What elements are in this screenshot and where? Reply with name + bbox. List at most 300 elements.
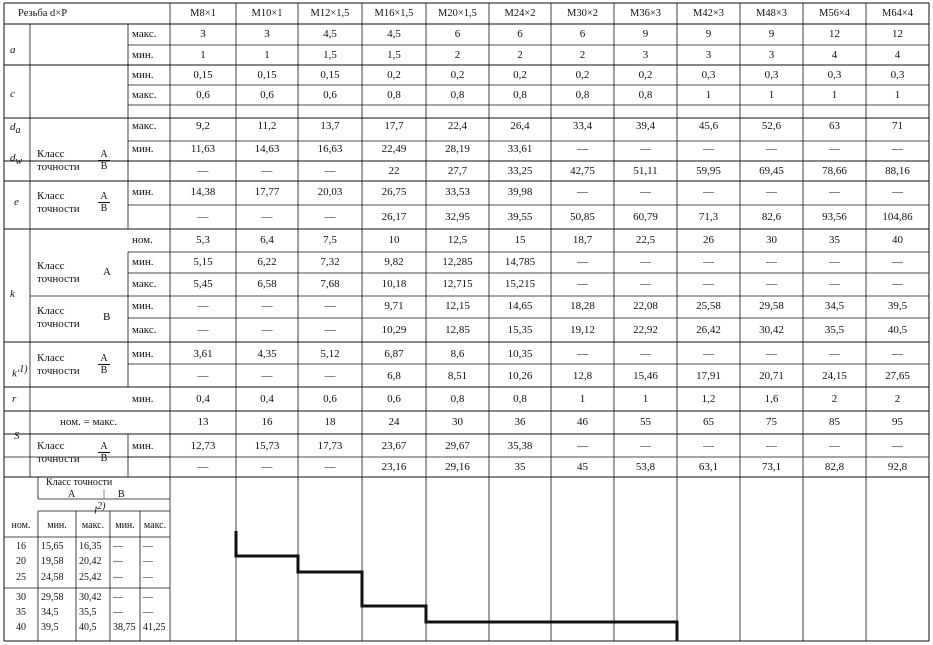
table-cell: — <box>261 370 273 382</box>
table-cell: — <box>324 300 336 312</box>
table-cell: 0,15 <box>257 69 277 81</box>
table-cell: 17,73 <box>317 440 343 452</box>
param-da: $d_a$ <box>10 121 21 137</box>
param-e: e <box>14 196 19 208</box>
table-cell: 5,15 <box>193 256 213 268</box>
length-cell: 34,5 <box>41 607 59 618</box>
table-cell: — <box>892 348 903 360</box>
table-cell: 24 <box>388 416 400 428</box>
table-cell: 85 <box>829 416 840 428</box>
length-cell: 15,65 <box>41 541 64 552</box>
table-cell: 71,3 <box>698 211 719 223</box>
table-cell: 13 <box>197 416 209 428</box>
table-cell: 39,5 <box>887 300 908 312</box>
table-cell: 0,8 <box>450 89 465 101</box>
table-cell: — <box>640 440 651 452</box>
table-cell: 26,75 <box>381 186 407 198</box>
length-cell: — <box>143 572 153 583</box>
table-cell: 75 <box>766 416 777 428</box>
table-cell: 3 <box>642 49 649 61</box>
unit-label: мин. <box>132 393 154 405</box>
table-cell: 9,2 <box>196 120 210 132</box>
table-cell: 9,82 <box>384 256 404 268</box>
thread-header: M12×1,5 <box>310 8 350 19</box>
table-cell: 24,15 <box>822 370 847 382</box>
table-cell: 1 <box>705 89 712 101</box>
table-cell: 18,7 <box>572 234 593 246</box>
table-cell: — <box>829 440 840 452</box>
length-cell: 41,25 <box>143 622 166 633</box>
table-cell: 35 <box>514 461 526 473</box>
class-a: A <box>98 441 110 453</box>
table-cell: 63,1 <box>698 461 719 473</box>
table-cell: 4,5 <box>387 28 401 40</box>
table-cell: 9 <box>768 28 775 40</box>
table-cell: — <box>703 278 714 290</box>
param-dw: $d_w$ <box>10 152 23 168</box>
length-header: мин. <box>47 520 67 531</box>
table-cell: 1 <box>579 393 586 405</box>
unit-label: мин. <box>132 69 154 81</box>
table-cell: 52,6 <box>761 120 782 132</box>
table-cell: 1,2 <box>701 393 716 405</box>
table-cell: 0,2 <box>450 69 465 81</box>
subscript: w <box>15 156 23 168</box>
thread-header: M16×1,5 <box>374 8 414 19</box>
table-cell: 15,215 <box>504 278 536 290</box>
table-cell: 78,66 <box>822 165 847 177</box>
class-fraction <box>98 441 110 464</box>
table-cell: 40,5 <box>887 324 908 336</box>
table-cell: 6 <box>579 28 586 40</box>
table-cell: 39,55 <box>507 211 533 223</box>
class-label: Класс <box>37 352 65 364</box>
length-cell: 39,5 <box>41 622 59 633</box>
superscript: 1) <box>19 364 28 375</box>
table-cell: 0,8 <box>513 89 527 101</box>
length-header: макс. <box>143 520 167 531</box>
table-cell: 45 <box>577 461 588 473</box>
length-cell: — <box>113 607 123 618</box>
table-cell: 17,77 <box>254 186 280 198</box>
table-cell: 51,11 <box>633 165 658 177</box>
thread-header: M10×1 <box>251 8 283 19</box>
table-cell: — <box>892 278 903 290</box>
table-cell: 35 <box>829 234 840 246</box>
table-cell: — <box>197 165 209 177</box>
class-b: B <box>100 161 108 172</box>
table-cell: 0,3 <box>701 69 716 81</box>
table-cell: 3 <box>264 28 270 40</box>
class-label: Класс <box>37 305 65 317</box>
table-cell: 0,15 <box>193 69 213 81</box>
table-cell: — <box>324 461 336 473</box>
param-S: S <box>14 430 20 442</box>
table-cell: 3 <box>768 49 775 61</box>
table-cell: 3 <box>200 28 206 40</box>
table-cell: 27,7 <box>447 165 468 177</box>
table-cell: 53,8 <box>635 461 656 473</box>
table-cell: 93,56 <box>822 211 847 223</box>
class-b: B <box>100 203 108 214</box>
unit-label: мин. <box>132 143 154 155</box>
table-cell: 0,4 <box>260 393 274 405</box>
param-a: a <box>10 44 16 56</box>
precision-label: точности <box>37 161 80 173</box>
length-cell: 35 <box>16 607 26 618</box>
subscript: a <box>15 125 21 137</box>
table-cell: 88,16 <box>885 165 910 177</box>
table-cell: 26 <box>703 234 714 246</box>
unit-label: макс. <box>132 278 157 290</box>
table-cell: — <box>577 186 588 198</box>
class-label: Класс <box>37 260 65 272</box>
class-b: B <box>100 365 108 376</box>
table-cell: 12,715 <box>442 278 473 290</box>
length-cell: 19,58 <box>41 556 64 567</box>
table-cell: 12,15 <box>445 300 470 312</box>
table-cell: — <box>324 370 336 382</box>
table-cell: — <box>766 348 777 360</box>
table-cell: 6,22 <box>257 256 277 268</box>
table-cell: — <box>703 348 714 360</box>
thread-header: M20×1,5 <box>438 8 477 19</box>
table-cell: 10,26 <box>507 370 533 382</box>
table-cell: 92,8 <box>887 461 908 473</box>
thread-header: M48×3 <box>755 8 787 19</box>
table-cell: 0,8 <box>638 89 653 101</box>
table-cell: 4,5 <box>323 28 337 40</box>
table-cell: 12,285 <box>442 256 473 268</box>
unit-label: ном. <box>132 234 153 246</box>
length-cell: 25,42 <box>79 572 102 583</box>
table-cell: 9 <box>642 28 649 40</box>
table-cell: — <box>197 324 209 336</box>
length-header: макс. <box>81 520 105 531</box>
table-cell: — <box>324 324 336 336</box>
table-cell: — <box>703 256 714 268</box>
precision-label: точности <box>37 318 80 330</box>
table-cell: — <box>829 278 840 290</box>
table-cell: — <box>640 256 651 268</box>
table-cell: — <box>197 461 209 473</box>
table-cell: 42,75 <box>570 165 595 177</box>
table-cell: 69,45 <box>759 165 784 177</box>
unit-label: мин. <box>132 256 154 268</box>
length-header: ном. <box>11 520 31 531</box>
table-cell: 1 <box>768 89 775 101</box>
table-cell: — <box>261 165 273 177</box>
table-cell: — <box>640 143 651 155</box>
table-cell: 23,67 <box>381 440 407 452</box>
class-letter: A <box>103 266 111 278</box>
table-cell: — <box>766 278 777 290</box>
table-cell: — <box>577 143 588 155</box>
table-cell: 0,8 <box>575 89 590 101</box>
length-cell: — <box>143 556 153 567</box>
table-cell: 3 <box>705 49 712 61</box>
unit-label: мин. <box>132 186 154 198</box>
class-a: A <box>98 149 110 161</box>
unit-label: макс. <box>132 120 157 132</box>
length-cell: 38,75 <box>113 622 136 633</box>
table-cell: 39,98 <box>507 186 533 198</box>
table-cell: 26,17 <box>381 211 407 223</box>
table-cell: 20,03 <box>317 186 343 198</box>
class-b: B <box>100 453 108 464</box>
table-cell: — <box>324 211 336 223</box>
table-cell: 0,2 <box>513 69 527 81</box>
length-header: мин. <box>115 520 135 531</box>
table-cell: 10,29 <box>381 324 407 336</box>
table-cell: 13,7 <box>320 120 340 132</box>
table-cell: 0,6 <box>387 393 401 405</box>
table-cell: 32,95 <box>445 211 470 223</box>
class-fraction <box>98 353 110 376</box>
table-cell: 22,5 <box>635 234 656 246</box>
table-cell: — <box>766 256 777 268</box>
class-a: A <box>98 191 110 203</box>
table-cell: 73,1 <box>761 461 782 473</box>
table-cell: 1 <box>200 49 206 61</box>
param-k-prime: $k'^{1)}$ <box>12 364 28 380</box>
table-cell: 0,6 <box>323 393 337 405</box>
table-cell: 0,8 <box>450 393 465 405</box>
table-cell: 1,6 <box>764 393 779 405</box>
table-cell: 12,5 <box>447 234 468 246</box>
class-label: Класс <box>37 440 65 452</box>
table-cell: 11,2 <box>257 120 277 132</box>
table-cell: 2 <box>579 49 586 61</box>
table-cell: — <box>829 348 840 360</box>
table-cell: 33,61 <box>507 143 533 155</box>
table-cell: 8,51 <box>447 370 468 382</box>
table-cell: — <box>577 348 588 360</box>
table-cell: — <box>324 165 336 177</box>
table-cell: — <box>892 186 903 198</box>
length-l: $l^{2)}$ <box>94 501 106 517</box>
length-cell: 25 <box>16 572 26 583</box>
table-cell: 9 <box>705 28 712 40</box>
table-cell: 11,63 <box>190 143 216 155</box>
table-cell: 36 <box>514 416 526 428</box>
length-cell: 40 <box>16 622 26 633</box>
table-cell: 1,5 <box>323 49 337 61</box>
class-letter: B <box>103 311 111 323</box>
table-cell: 5,3 <box>196 234 210 246</box>
param-c: c <box>10 88 15 100</box>
table-cell: 1 <box>894 89 901 101</box>
table-cell: 14,785 <box>504 256 536 268</box>
table-cell: 30 <box>766 234 777 246</box>
table-cell: — <box>766 440 777 452</box>
length-cell: 16 <box>16 541 26 552</box>
table-cell: 22,08 <box>633 300 658 312</box>
length-cell: 20,42 <box>79 556 102 567</box>
table-cell: 6 <box>454 28 461 40</box>
precision-label: точности <box>37 203 80 215</box>
class-label: Класс <box>37 190 65 202</box>
table-cell: — <box>640 186 651 198</box>
table-cell: 0,2 <box>638 69 653 81</box>
table-cell: 55 <box>640 416 651 428</box>
table-cell: 14,38 <box>190 186 216 198</box>
table-cell: 29,67 <box>445 440 470 452</box>
table-cell: 12 <box>829 28 840 40</box>
length-cell: — <box>113 572 123 583</box>
table-cell: 27,65 <box>885 370 910 382</box>
table-cell: 4 <box>831 49 838 61</box>
table-cell: 33,53 <box>445 186 470 198</box>
table-cell: 65 <box>703 416 714 428</box>
precision-label: точности <box>37 273 80 285</box>
table-cell: 63 <box>829 120 840 132</box>
table-cell: 0,4 <box>196 393 210 405</box>
table-cell: 23,16 <box>381 461 407 473</box>
table-cell: 0,2 <box>575 69 590 81</box>
table-cell: 2 <box>831 393 838 405</box>
table-cell: 82,8 <box>824 461 845 473</box>
unit-label: мин. <box>132 49 154 61</box>
table-cell: 7,5 <box>323 234 337 246</box>
thread-header: M42×3 <box>692 8 724 19</box>
length-cell: 29,58 <box>41 592 64 603</box>
table-cell: 0,8 <box>387 89 401 101</box>
table-cell: 5,12 <box>320 348 340 360</box>
table-cell: 39,4 <box>635 120 656 132</box>
table-cell: — <box>703 186 714 198</box>
thread-header: M56×4 <box>818 8 850 19</box>
unit-label: макс. <box>132 28 157 40</box>
table-cell: 2 <box>894 393 901 405</box>
table-cell: 7,68 <box>320 278 340 290</box>
table-cell: 18 <box>324 416 336 428</box>
length-cell: 35,5 <box>79 607 97 618</box>
table-cell: — <box>703 143 714 155</box>
length-cell: — <box>113 541 123 552</box>
length-cell: — <box>143 541 153 552</box>
table-cell: 0,6 <box>196 89 210 101</box>
table-cell: — <box>640 278 651 290</box>
table-cell: 30 <box>452 416 463 428</box>
length-cell: — <box>143 592 153 603</box>
table-cell: 33,25 <box>507 165 533 177</box>
table-cell: 22,49 <box>381 143 407 155</box>
table-cell: 28,19 <box>445 143 470 155</box>
class-a: A <box>98 353 110 365</box>
table-cell: 17,7 <box>384 120 404 132</box>
table-cell: — <box>577 278 588 290</box>
table-cell: 50,85 <box>570 211 595 223</box>
precision-label: точности <box>37 365 80 377</box>
thread-header: M30×2 <box>566 8 598 19</box>
table-cell: — <box>892 440 903 452</box>
table-cell: 15,73 <box>254 440 280 452</box>
unit-label: мин. <box>132 440 154 452</box>
table-cell: 17,91 <box>696 370 721 382</box>
table-cell: — <box>197 370 209 382</box>
table-cell: 14,63 <box>254 143 280 155</box>
table-cell: 10,35 <box>507 348 533 360</box>
length-cell: 16,35 <box>79 541 102 552</box>
table-cell: — <box>892 143 903 155</box>
table-cell: 0,3 <box>890 69 905 81</box>
table-cell: 29,58 <box>759 300 784 312</box>
thread-header: M64×4 <box>881 8 913 19</box>
precision-label: точности <box>37 453 80 465</box>
table-cell: 0,15 <box>320 69 340 81</box>
param-r: r <box>12 393 17 405</box>
table-cell: 25,58 <box>696 300 721 312</box>
thread-header: M8×1 <box>190 8 216 19</box>
table-cell: 1 <box>264 49 270 61</box>
table-cell: 0,6 <box>260 89 274 101</box>
applicability-boundary <box>236 531 677 641</box>
table-cell: 1 <box>642 393 649 405</box>
superscript: 2) <box>97 501 106 512</box>
table-cell: 15 <box>514 234 526 246</box>
table-cell: 8,6 <box>450 348 465 360</box>
table-cell: — <box>766 143 777 155</box>
unit-label: макс. <box>132 89 157 101</box>
table-cell: 22,92 <box>633 324 658 336</box>
table-cell: — <box>261 324 273 336</box>
table-cell: 6,8 <box>387 370 401 382</box>
table-cell: 6,4 <box>260 234 274 246</box>
table-cell: 12,8 <box>572 370 593 382</box>
table-cell: 46 <box>577 416 588 428</box>
table-cell: — <box>892 256 903 268</box>
table-cell: — <box>577 256 588 268</box>
table-cell: — <box>640 348 651 360</box>
length-class-a: A <box>68 489 76 500</box>
table-cell: 9,71 <box>384 300 404 312</box>
table-cell: 10,18 <box>381 278 407 290</box>
table-cell: 7,32 <box>320 256 340 268</box>
table-cell: 2 <box>517 49 523 61</box>
table-cell: 0,3 <box>764 69 779 81</box>
class-fraction <box>98 191 110 214</box>
table-cell: 0,6 <box>323 89 337 101</box>
table-cell: 3,61 <box>193 348 213 360</box>
table-cell: 2 <box>454 49 461 61</box>
table-cell: — <box>766 186 777 198</box>
table-cell: 16 <box>261 416 273 428</box>
thread-label: Резьба d×P <box>18 8 68 19</box>
length-cell: — <box>113 592 123 603</box>
table-cell: 16,63 <box>317 143 343 155</box>
table-cell: 34,5 <box>824 300 845 312</box>
table-cell: — <box>703 440 714 452</box>
table-cell: 26,4 <box>510 120 530 132</box>
length-cell: 20 <box>16 556 26 567</box>
table-cell: 22,4 <box>447 120 468 132</box>
table-cell: 1,5 <box>387 49 401 61</box>
length-cell: 24,58 <box>41 572 64 583</box>
unit-label: макс. <box>132 324 157 336</box>
table-cell: 95 <box>892 416 903 428</box>
table-cell: — <box>577 440 588 452</box>
table-cell: 5,45 <box>193 278 213 290</box>
table-cell: 12,85 <box>445 324 470 336</box>
table-cell: 35,38 <box>507 440 533 452</box>
table-cell: 14,65 <box>507 300 533 312</box>
table-cell: 33,4 <box>572 120 593 132</box>
table-cell: 30,42 <box>759 324 784 336</box>
table-cell: — <box>197 211 209 223</box>
table-cell: 0,8 <box>513 393 527 405</box>
table-cell: 4,35 <box>257 348 277 360</box>
